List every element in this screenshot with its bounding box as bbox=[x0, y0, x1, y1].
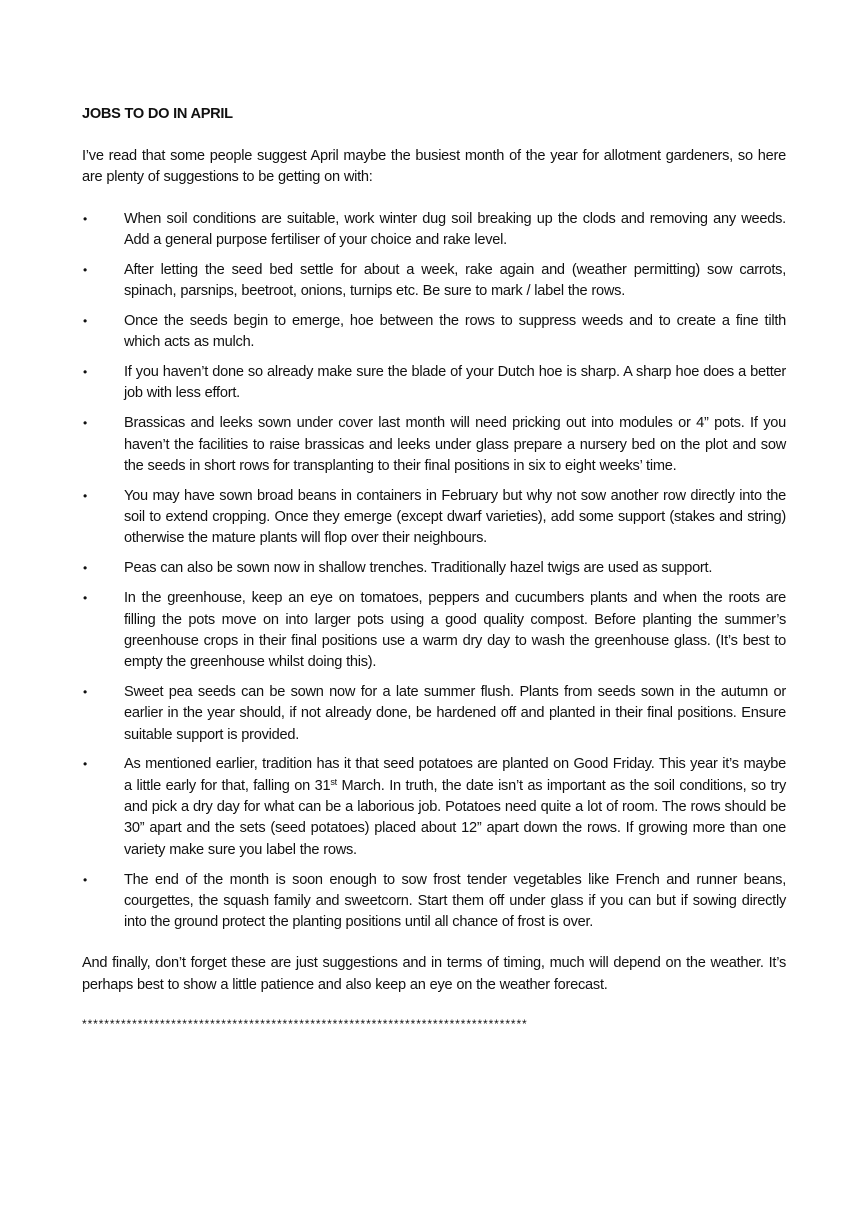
list-item bbox=[82, 682, 786, 746]
list-item bbox=[82, 486, 786, 550]
bullet-icon: • bbox=[83, 872, 87, 887]
list-item bbox=[82, 754, 786, 860]
bullet-icon: • bbox=[83, 262, 87, 277]
bullet-icon: • bbox=[83, 365, 87, 380]
list-item-text: You may have sown broad beans in containers in February but why not sow another row directly into the soil to extend cropping. Once they emerge (except dwarf varieties), add some support (stakes and string) otherwise the mature plants will flop over their neighbours. bbox=[124, 487, 786, 547]
document-page bbox=[82, 104, 786, 1035]
list-item bbox=[82, 311, 786, 354]
list-item-text-before: As mentioned earlier, tradition has it that seed potatoes are planted on Good Friday. This year it’s maybe a little early for that, falling on 31 bbox=[124, 756, 786, 794]
list-item-text: The end of the month is soon enough to sow frost tender vegetables like French and runner beans, courgettes, the squash family and sweetcorn. Start them off under glass if you can but if sowing directly into the ground protect the planting positions until all chance of frost is over. bbox=[124, 871, 786, 931]
list-item-text: When soil conditions are suitable, work winter dug soil breaking up the clods and removing any weeds. Add a general purpose fertiliser of your choice and rake level. bbox=[124, 210, 786, 248]
bullet-icon: • bbox=[83, 757, 87, 772]
asterisk-separator: ******************************************************************************** bbox=[82, 1017, 528, 1032]
list-item-text: After letting the seed bed settle for about a week, rake again and (weather permitting) sow carrots, spinach, parsnips, beetroot, onions, turnips etc. Be sure to mark / label the rows. bbox=[124, 261, 786, 300]
bullet-icon: • bbox=[83, 416, 87, 431]
list-item-text: Once the seeds begin to emerge, hoe between the rows to suppress weeds and to create a fine tilth which acts as mulch. bbox=[124, 312, 786, 351]
bullet-icon: • bbox=[83, 561, 87, 576]
list-item bbox=[82, 558, 786, 579]
task-list bbox=[82, 209, 786, 934]
list-item-text: Peas can also be sown now in shallow trenches. Traditionally hazel twigs are used as support. bbox=[124, 560, 713, 577]
list-item bbox=[82, 870, 786, 934]
list-item bbox=[82, 413, 786, 477]
list-item bbox=[82, 209, 786, 252]
list-item-text: Sweet pea seeds can be sown now for a late summer flush. Plants from seeds sown in the autumn or earlier in the year should, if not already done, be hardened off and planted in their final positions. Ensure suitable support is provided. bbox=[124, 683, 786, 743]
list-item-text-after: March. In truth, the date isn’t as important as the soil conditions, so try and pick a dry day for what can be a laborious job. Potatoes need quite a lot of room. The rows should be 30” apart and the sets (seed potatoes) placed about 12” apart down the rows. If growing more than one variety make sure you label the rows. bbox=[124, 777, 786, 858]
bullet-icon: • bbox=[83, 488, 87, 503]
ordinal-superscript: st bbox=[330, 776, 337, 787]
list-item bbox=[82, 588, 786, 673]
list-item bbox=[82, 362, 786, 405]
list-item bbox=[82, 260, 786, 303]
page-title: JOBS TO DO IN APRIL bbox=[82, 106, 233, 122]
closing-paragraph: And finally, don’t forget these are just suggestions and in terms of timing, much will depend on the weather. It’s perhaps best to show a little patience and also keep an eye on the weather forecast. bbox=[82, 955, 786, 993]
intro-paragraph: I’ve read that some people suggest April maybe the busiest month of the year for allotment gardeners, so here are plenty of suggestions to be getting on with: bbox=[82, 148, 786, 186]
bullet-icon: • bbox=[83, 591, 87, 606]
list-item-text bbox=[124, 756, 786, 857]
list-item-text: If you haven’t done so already make sure the blade of your Dutch hoe is sharp. A sharp hoe does a better job with less effort. bbox=[124, 364, 786, 402]
list-item-text: Brassicas and leeks sown under cover last month will need pricking out into modules or 4” pots. If you haven’t the facilities to raise brassicas and leeks under glass prepare a nursery bed on the plot and sow the seeds in short rows for transplanting to their final positions in six to eight weeks’ time. bbox=[124, 415, 786, 474]
bullet-icon: • bbox=[83, 313, 87, 328]
bullet-icon: • bbox=[83, 211, 87, 226]
bullet-icon: • bbox=[83, 684, 87, 699]
list-item-text: In the greenhouse, keep an eye on tomatoes, peppers and cucumbers plants and when the roots are filling the pots move on into larger pots using a good quality compost. Before planting the summer’s greenhouse crops in their final positions use a warm dry day to wash the greenhouse glass. (It’s best to empty the greenhouse whilst doing this). bbox=[124, 590, 786, 671]
